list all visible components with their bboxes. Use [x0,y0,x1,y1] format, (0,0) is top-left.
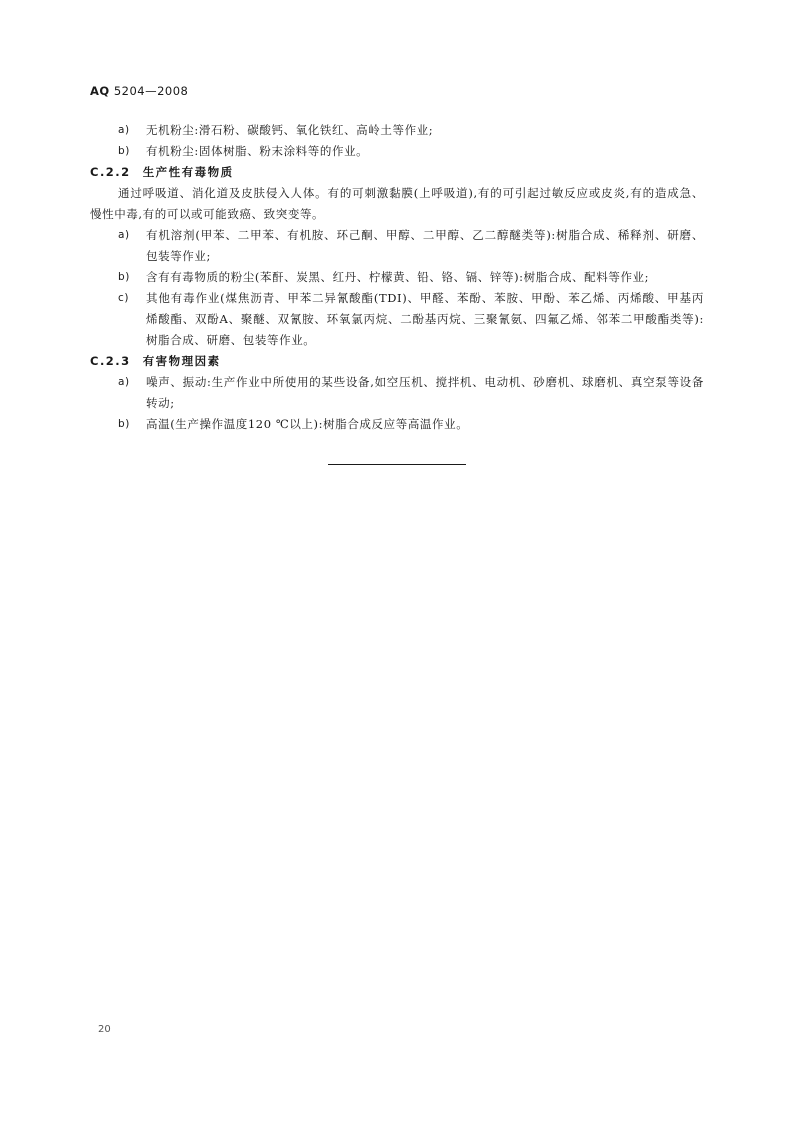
list-marker: b) [118,271,130,283]
list-marker: c) [118,292,130,304]
section-heading-c23 [90,351,704,372]
list-item-text: 有机粉尘:固体树脂、粉末涂料等的作业。 [146,144,369,158]
list-item [90,120,704,141]
section-intro-paragraph: 通过呼吸道、消化道及皮肤侵入人体。有的可刺激黏膜(上呼吸道),有的可引起过敏反应或皮炎,有的造成急、慢性中毒,有的可以或可能致癌、致突变等。 [90,186,704,221]
standard-prefix: AQ [90,84,110,98]
list-item [90,372,704,414]
section-number: C.2.3 [90,354,131,368]
section-title: 生产性有毒物质 [142,165,234,179]
list-marker: a) [118,376,130,388]
section-number: C.2.2 [90,165,131,179]
list-item [90,225,704,267]
list-marker: b) [118,418,130,430]
list-item-text: 含有有毒物质的粉尘(苯酐、炭黑、红丹、柠檬黄、铅、铬、镉、锌等):树脂合成、配料等作业; [146,270,650,284]
section-heading-c22 [90,162,704,183]
list-item [90,288,704,351]
list-item-text: 噪声、振动:生产作业中所使用的某些设备,如空压机、搅拌机、电动机、砂磨机、球磨机、真空泵等设备转动; [146,375,704,410]
list-item [90,414,704,435]
standard-number: 5204—2008 [113,84,189,98]
section-title: 有害物理因素 [142,354,221,368]
list-marker: a) [118,124,130,136]
list-item-text: 其他有毒作业(煤焦沥青、甲苯二异氰酸酯(TDI)、甲醛、苯酚、苯胺、甲酚、苯乙烯、丙烯酸、甲基丙烯酸酯、双酚A、聚醚、双氰胺、环氧氯丙烷、二酚基丙烷、三聚氰氨、四氟乙烯、邻苯二甲酸酯类等):树脂合成、研磨、包装等作业。 [146,291,704,347]
list-marker: a) [118,229,130,241]
page-number: 20 [98,1024,111,1035]
list-marker: b) [118,145,130,157]
standard-header [90,84,188,98]
page-content [90,120,704,435]
list-item-text: 无机粉尘:滑石粉、碳酸钙、氧化铁红、高岭土等作业; [146,123,434,137]
list-item [90,141,704,162]
end-rule-divider [328,464,466,465]
list-item-text: 有机溶剂(甲苯、二甲苯、有机胺、环己酮、甲醇、二甲醇、乙二醇醚类等):树脂合成、稀释剂、研磨、包装等作业; [146,228,704,263]
list-item-text: 高温(生产操作温度120 ℃以上):树脂合成反应等高温作业。 [146,417,469,431]
list-item [90,267,704,288]
